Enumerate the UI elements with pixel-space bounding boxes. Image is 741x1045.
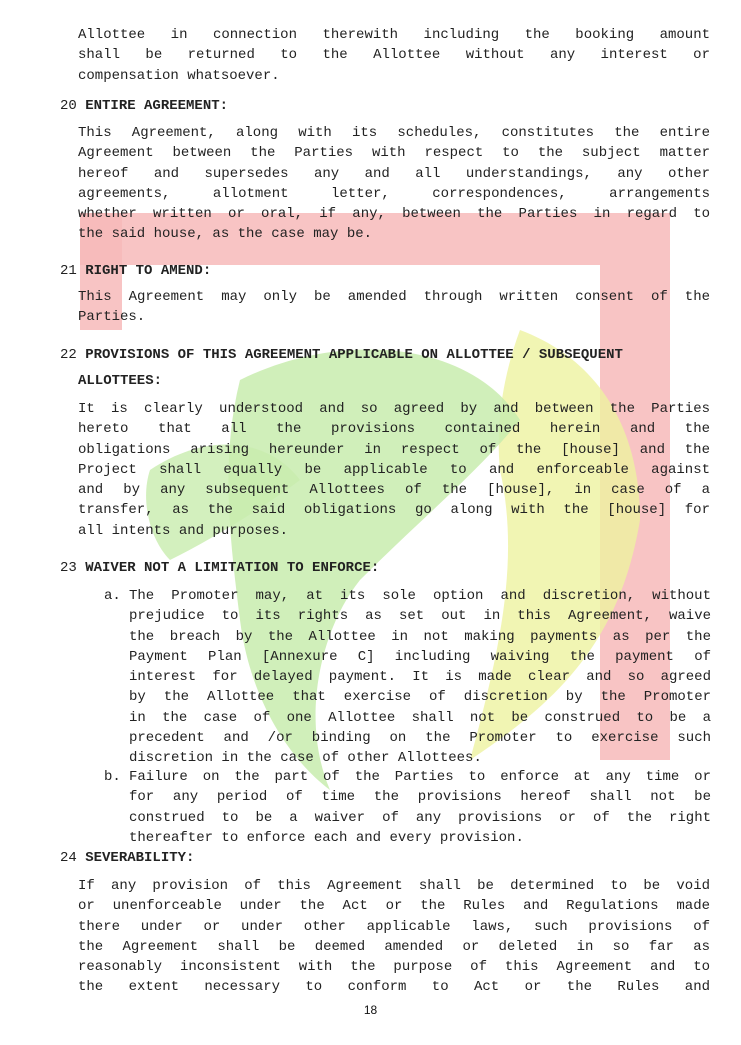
section-number: 23 — [60, 560, 77, 576]
text-line: thereafter to enforce each and every provision. — [129, 829, 524, 846]
text-line: for any period of time the provisions hereof shall not be — [129, 789, 711, 806]
section-title: ENTIRE AGREEMENT: — [85, 98, 229, 114]
section-title: PROVISIONS OF THIS AGREEMENT APPLICABLE ON ALLOTTEE / SUBSEQUENT — [85, 347, 623, 363]
section-number: 24 — [60, 850, 77, 866]
section-title-continued: ALLOTTEES: — [78, 373, 163, 389]
list-item-b — [129, 767, 711, 848]
text-line: the extent necessary to conform to Act or the Rules and — [78, 979, 710, 996]
text-line: agreements, allotment letter, correspondences, arrangements — [78, 185, 710, 202]
text-line: prejudice to its rights as set out in this Agreement, waive — [129, 608, 711, 625]
section-number: 22 — [60, 347, 77, 363]
text-line: Payment Plan [Annexure C] including waiving the payment of — [129, 648, 711, 665]
section-body-24 — [78, 876, 710, 998]
text-line: If any provision of this Agreement shall be determined to be void — [78, 878, 710, 894]
section-heading-24 — [60, 848, 194, 868]
text-line: Project shall equally be applicable to and enforceable against — [78, 461, 710, 478]
section-body-21 — [78, 287, 710, 328]
section-title: WAIVER NOT A LIMITATION TO ENFORCE: — [85, 560, 380, 576]
text-line: precedent and /or binding on the Promoter to exercise such — [129, 730, 711, 747]
text-line: all intents and purposes. — [78, 522, 289, 539]
list-marker-a: a. — [104, 588, 121, 604]
text-line: Allottee in connection therewith including the booking amount — [78, 27, 710, 43]
text-line: hereof and supersedes any and all understandings, any other — [78, 165, 710, 182]
text-line: shall be returned to the Allottee without any interest or — [78, 47, 710, 64]
section-number: 20 — [60, 98, 77, 114]
text-line: there under or under other applicable laws, such provisions of — [78, 918, 710, 935]
text-line: reasonably inconsistent with the purpose of this Agreement and to — [78, 959, 710, 976]
text-line: hereto that all the provisions contained herein and the — [78, 421, 710, 438]
text-line: interest for delayed payment. It is made clear and so agreed — [129, 669, 711, 686]
section-body-22 — [78, 399, 710, 541]
text-line: construed to be a waiver of any provisions or of the right — [129, 809, 711, 826]
intro-paragraph — [78, 25, 710, 86]
text-line: discretion in the case of other Allottees. — [129, 750, 482, 767]
text-line: This Agreement may only be amended through written consent of the — [78, 289, 710, 305]
section-heading-22 — [60, 345, 623, 365]
text-line: the Agreement shall be deemed amended or deleted in so far as — [78, 938, 710, 955]
text-line: whether written or oral, if any, between the Parties in regard to — [78, 206, 710, 223]
section-body-20 — [78, 123, 710, 245]
section-title: SEVERABILITY: — [85, 850, 195, 866]
text-line: This Agreement, along with its schedules, constitutes the entire — [78, 125, 710, 141]
list-item-a — [129, 586, 711, 769]
text-line: transfer, as the said obligations go along with the [house] for — [78, 502, 710, 519]
text-line: or unenforceable under the Act or the Rules and Regulations made — [78, 898, 710, 915]
page-number: 18 — [363, 1003, 378, 1017]
text-line: and by any subsequent Allottees of the [house], in case of a — [78, 482, 710, 499]
text-line: compensation whatsoever. — [78, 67, 280, 84]
text-line: Parties. — [78, 309, 146, 326]
text-line: the said house, as the case may be. — [78, 226, 373, 243]
text-line: The Promoter may, at its sole option and discretion, without — [129, 588, 711, 604]
section-heading-23 — [60, 558, 379, 578]
text-line: in the case of one Allottee shall not be construed to be a — [129, 709, 711, 726]
text-line: the breach by the Allottee in not making payments as per the — [129, 628, 711, 645]
list-marker-b: b. — [104, 769, 121, 785]
text-line: by the Allottee that exercise of discretion by the Promoter — [129, 689, 711, 706]
section-number: 21 — [60, 263, 77, 279]
section-heading-21 — [60, 261, 211, 281]
text-line: obligations arising hereunder in respect of the [house] and the — [78, 441, 710, 458]
text-line: Agreement between the Parties with respect to the subject matter — [78, 145, 710, 162]
section-title: RIGHT TO AMEND: — [85, 263, 212, 279]
text-line: Failure on the part of the Parties to enforce at any time or — [129, 769, 711, 785]
text-line: It is clearly understood and so agreed by and between the Parties — [78, 401, 710, 417]
section-heading-20 — [60, 96, 228, 116]
